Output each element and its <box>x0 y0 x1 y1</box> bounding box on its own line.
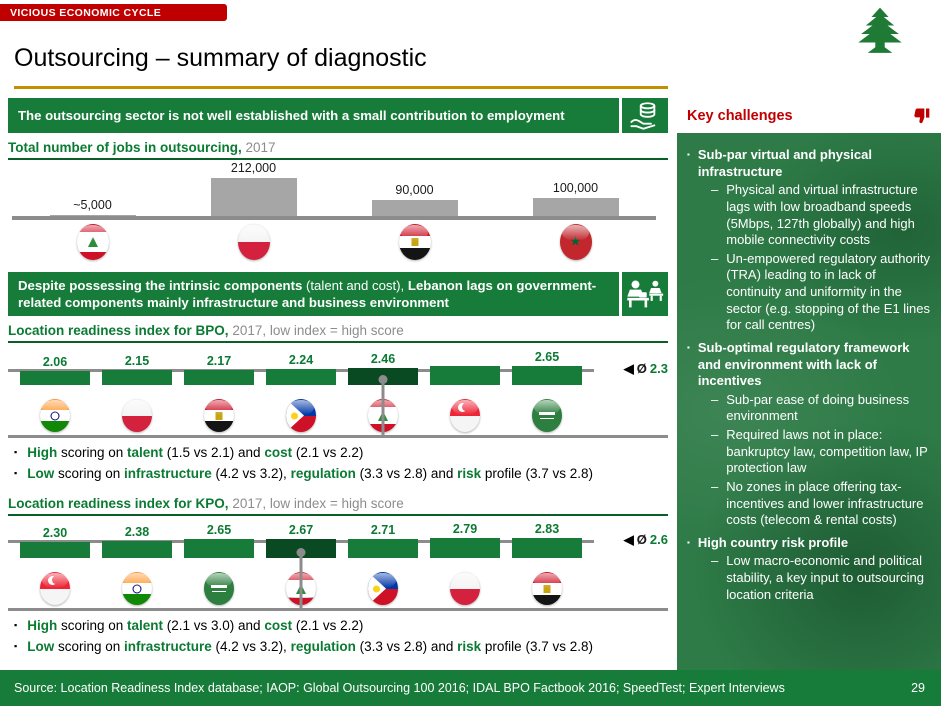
column-india <box>96 520 178 608</box>
section-banner-jobs <box>8 98 668 133</box>
value-label: ~5,000 <box>73 198 112 212</box>
page-number: 29 <box>911 681 925 695</box>
highlight-callout-line <box>300 550 303 608</box>
square-bullet-icon: ▪ <box>14 467 18 478</box>
flag-egypt-icon <box>399 224 431 260</box>
chart-title-kpo <box>8 496 668 516</box>
sidebar-header <box>677 99 941 133</box>
flag-philippines-icon <box>286 399 316 432</box>
chart-title-kpo-note: 2017, low index = high score <box>228 496 404 512</box>
challenge-detail <box>687 392 931 425</box>
bullet-text: Low scoring on infrastructure (4.2 vs 3.2), regulation (3.3 vs 2.8) and risk profile (3.7 vs 2.8) <box>27 465 593 481</box>
bar-morocco <box>533 198 619 216</box>
challenge-title-text: High country risk profile <box>697 534 849 550</box>
jobs-column-poland <box>173 160 334 264</box>
bar-india <box>102 541 172 558</box>
average-marker <box>624 361 668 376</box>
flag-saudi-arabia-icon <box>204 572 234 605</box>
challenge-detail <box>687 182 931 249</box>
bullet-text: High scoring on talent (1.5 vs 2.1) and cost (2.1 vs 2.2) <box>27 445 364 460</box>
kpo-index-chart <box>8 520 668 611</box>
column-egypt <box>178 347 260 435</box>
challenge-detail-text: No zones in place offering tax-incentives and lower infrastructure costs (telecom & rental costs) <box>726 478 924 528</box>
value-label: 90,000 <box>395 183 434 197</box>
workstations-icon <box>622 272 668 316</box>
value-label: 2.17 <box>206 354 232 368</box>
average-value: 2.3 <box>649 361 668 376</box>
column-saudi-arabia <box>178 520 260 608</box>
value-label: 2.65 <box>534 350 560 364</box>
bar-egypt <box>512 538 582 558</box>
highlight-callout-dot <box>297 548 306 557</box>
column-poland <box>424 520 506 608</box>
flag-morocco-icon <box>560 224 592 260</box>
average-value: 2.6 <box>649 532 668 548</box>
square-bullet-icon: ▪ <box>687 537 690 547</box>
kpo-bullet-list <box>8 617 668 655</box>
column-india <box>14 347 96 435</box>
flag-poland-icon <box>450 572 480 605</box>
bar-singapore <box>20 542 90 558</box>
bar-saudi-arabia <box>512 366 582 385</box>
jobs-column-lebanon <box>12 160 173 264</box>
column-philippines <box>260 347 342 435</box>
flag-india-icon <box>40 399 70 432</box>
section-banner-readiness <box>8 272 668 316</box>
bar-poland <box>211 178 297 216</box>
bpo-bullet-list <box>8 444 668 482</box>
sidebar-header-title: Key challenges <box>687 108 793 124</box>
banner-jobs-label: The outsourcing sector is not well established with a small contribution to employment <box>18 107 565 123</box>
challenge-title <box>687 147 931 180</box>
chart-title-jobs-note: 2017 <box>241 140 276 155</box>
dash-marker: – <box>711 553 719 569</box>
column-saudi-arabia <box>506 347 588 435</box>
challenge-detail-text: Low macro-economic and political stability, a key input to outsourcing location criteria <box>726 553 924 602</box>
chart-title-jobs-bold: Total number of jobs in outsourcing, <box>8 140 242 155</box>
value-label: 2.67 <box>288 523 314 538</box>
value-label: 2.38 <box>124 525 150 540</box>
bar-egypt <box>372 200 458 216</box>
bpo-index-chart <box>8 347 668 438</box>
challenge-title-text: Sub-optimal regulatory framework and environment with lack of incentives <box>697 339 910 389</box>
flag-saudi-arabia-icon <box>532 399 562 432</box>
bar-india <box>20 371 90 385</box>
chart-title-bpo-bold: Location readiness index for BPO, <box>8 323 229 338</box>
challenge-title <box>687 535 931 552</box>
chart-title-bpo-note: 2017, low index = high score <box>228 323 404 338</box>
column-singapore <box>424 347 506 435</box>
bar-philippines <box>266 369 336 385</box>
left-triangle-icon: ◀ <box>623 532 634 548</box>
value-label: 212,000 <box>230 161 277 175</box>
banner-text <box>8 272 619 316</box>
value-label: 2.83 <box>534 522 560 537</box>
sidebar-body <box>677 133 941 670</box>
jobs-column-morocco <box>495 160 656 264</box>
column-poland <box>96 347 178 435</box>
value-label: 2.79 <box>452 522 478 537</box>
kicker-banner: VICIOUS ECONOMIC CYCLE <box>0 4 227 21</box>
chart-title-jobs <box>8 140 668 160</box>
square-bullet-icon: ▪ <box>14 620 18 631</box>
bar-saudi-arabia <box>184 539 254 558</box>
bar-lebanon <box>50 215 136 216</box>
column-singapore <box>14 520 96 608</box>
flag-singapore-icon <box>40 572 70 605</box>
chart-title-kpo-bold: Location readiness index for KPO, <box>8 496 229 512</box>
bar-poland <box>102 370 172 385</box>
square-bullet-icon: ▪ <box>687 150 690 159</box>
page-title: Outsourcing – summary of diagnostic <box>14 44 427 72</box>
value-label: 2.30 <box>42 526 68 541</box>
square-bullet-icon: ▪ <box>687 342 690 352</box>
dash-marker: – <box>711 250 719 266</box>
flag-india-icon <box>122 572 152 605</box>
left-triangle-icon: ◀ <box>623 361 634 376</box>
flag-poland-icon <box>238 224 270 260</box>
bar-singapore <box>430 366 500 385</box>
chart-title-bpo <box>8 323 668 343</box>
challenge-detail <box>687 553 931 603</box>
dash-marker: – <box>711 427 719 442</box>
cedar-tree-logo-icon <box>847 5 913 63</box>
jobs-bar-chart <box>8 160 668 264</box>
dash-marker: – <box>711 478 719 494</box>
challenge-title-text: Sub-par virtual and physical infrastructure <box>697 147 872 179</box>
banner-readiness-label: Despite possessing the intrinsic components (talent and cost), Lebanon lags on government-related components mainly infrastructure and business environment <box>18 277 597 310</box>
bullet-text: High scoring on talent (2.1 vs 3.0) and cost (2.1 vs 2.2) <box>27 618 364 634</box>
bar-philippines <box>348 539 418 558</box>
value-label: 2.46 <box>370 352 396 366</box>
thumbs-down-icon <box>911 106 931 126</box>
highlight-callout-dot <box>379 375 388 384</box>
value-label: 2.71 <box>370 523 396 538</box>
challenge-detail-text: Required laws not in place: bankruptcy law, competition law, IP protection law <box>726 427 928 476</box>
flag-egypt-icon <box>532 572 562 605</box>
bullet-text: Low scoring on infrastructure (4.2 vs 3.2), regulation (3.3 vs 2.8) and risk profile (3.7 vs 2.8) <box>27 638 593 654</box>
key-challenges-sidebar <box>677 99 941 670</box>
flag-egypt-icon <box>204 399 234 432</box>
value-label: 2.65 <box>206 523 232 538</box>
challenge-detail-text: Sub-par ease of doing business environment <box>726 391 910 424</box>
challenge-detail <box>687 251 931 334</box>
bar-poland <box>430 538 500 558</box>
flag-philippines-icon <box>368 572 398 605</box>
flag-singapore-icon <box>450 399 480 432</box>
dash-marker: – <box>711 182 719 198</box>
square-bullet-icon: ▪ <box>14 640 18 651</box>
highlight-callout-line <box>382 377 385 435</box>
average-symbol: Ø <box>636 361 647 376</box>
value-label: 100,000 <box>552 181 599 195</box>
title-underline <box>14 86 668 89</box>
average-marker <box>624 532 668 547</box>
dash-marker: – <box>711 391 719 407</box>
jobs-column-egypt <box>334 160 495 264</box>
flag-poland-icon <box>122 399 152 432</box>
value-label: 2.15 <box>124 354 150 368</box>
main-content <box>8 98 668 655</box>
source-note: Source: Location Readiness Index database; IAOP: Global Outsourcing 100 2016; IDAL BPO Factbook 2016; SpeedTest; Expert Interviews <box>14 681 785 695</box>
value-label: 2.24 <box>288 353 314 367</box>
coins-in-hand-icon <box>622 98 668 133</box>
banner-text <box>8 98 619 133</box>
value-label: 2.06 <box>42 355 68 369</box>
bullet-item <box>14 465 668 483</box>
challenge-detail-text: Un-empowered regulatory authority (TRA) leading to in lack of continuity and uniformity in the sector (e.g. stopping of the E1 lines for call centres) <box>726 250 931 333</box>
footer <box>0 670 941 706</box>
challenge-detail-text: Physical and virtual infrastructure lags with low broadband speeds (5Mbps, 127th globally) and high mobile connectivity costs <box>726 182 918 248</box>
column-philippines <box>342 520 424 608</box>
challenge-detail <box>687 427 931 477</box>
bullet-item <box>14 638 668 656</box>
square-bullet-icon: ▪ <box>14 447 18 457</box>
challenge-title <box>687 340 931 390</box>
average-symbol: Ø <box>636 532 647 548</box>
column-egypt <box>506 520 588 608</box>
flag-lebanon-icon <box>77 224 109 260</box>
bullet-item <box>14 617 668 635</box>
bar-egypt <box>184 370 254 385</box>
challenge-detail <box>687 479 931 529</box>
bullet-item <box>14 444 668 462</box>
